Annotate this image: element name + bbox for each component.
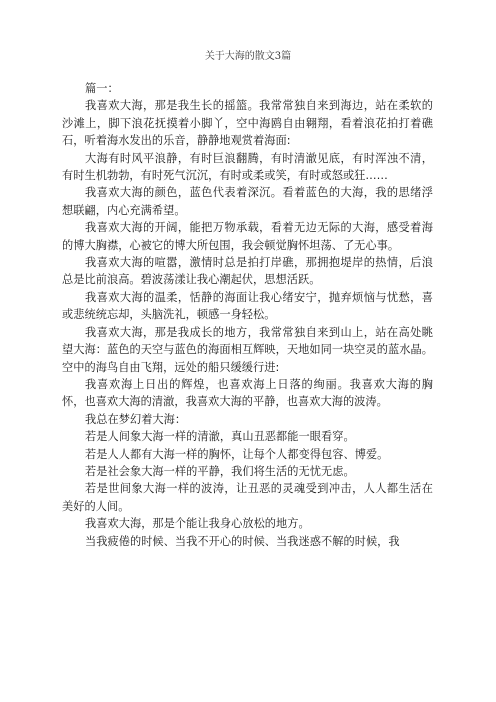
paragraph: 我喜欢大海的温柔，恬静的海面让我心绪安宁，抛弃烦恼与忧愁，喜或悲统统忘却，头脑洗礼，顿感一身轻松。 [62, 290, 433, 322]
paragraph: 我喜欢大海的颜色，蓝色代表着深沉。看着蓝色的大海，我的思绪浮想联翩，内心充满希望。 [62, 186, 433, 217]
paragraph: 我喜欢大海，那是个能让我身心放松的地方。 [85, 517, 310, 531]
paragraph: 若是人间象大海一样的清澈，真山丑恶都能一眼看穿。 [85, 430, 355, 444]
paragraph: 我总在梦幻着大海： [85, 412, 187, 426]
paragraph: 我喜欢大海的开阔，能把万物承载，看着无边无际的大海，感受着海的博大胸襟，心被它的博大所包围，我会顿觉胸怀坦荡、了无心事。 [62, 221, 433, 252]
paragraph: 若是世间象大海一样的波涛，让丑恶的灵魂受到冲击，人人都生活在美好的人间。 [62, 482, 433, 513]
paragraph: 若是社会象大海一样的平静，我们将生活的无忧无虑。 [85, 464, 355, 478]
document-body [62, 80, 433, 550]
paragraph: 我喜欢海上日出的辉煌，也喜欢海上日落的绚丽。我喜欢大海的胸怀，也喜欢大海的清澈，我喜欢大海的平静，也喜欢大海的波涛。 [62, 377, 433, 409]
paragraph: 我喜欢大海的喧嚣，激情时总是拍打岸礁，那拥抱堤岸的热情，后浪总是比前浪高。碧波荡漾让我心潮起伏，思想活跃。 [62, 256, 433, 287]
paragraph: 若是人人都有大海一样的胸怀，让每个人都变得包容、博爱。 [85, 447, 389, 461]
paragraph: 大海有时风平浪静，有时巨浪翻腾，有时清澈见底，有时浑浊不清，有时生机勃勃，有时死气沉沉，有时或柔或笑，有时或怒或狂…… [62, 151, 433, 183]
document-title: 关于大海的散文3篇 [204, 51, 292, 62]
paragraph: 当我疲倦的时候、当我不开心的时候、当我迷惑不解的时候，我 [85, 534, 400, 548]
section-heading: 篇一： [85, 82, 119, 95]
paragraph: 我喜欢大海，那是我成长的地方，我常常独自来到山上，站在高处眺望大海：蓝色的天空与蓝色的海面相互辉映，天地如同一块空灵的蓝水晶。空中的海鸟自由飞翔，远处的船只缓缓行进: [62, 325, 433, 374]
paragraph: 我喜欢大海，那是我生长的摇篮。我常常独自来到海边，站在柔软的沙滩上，脚下浪花抚摸着小脚丫，空中海鸥自由翱翔，看着浪花拍打着礁石，听着海水发出的乐音，静静地观赏着海面: [62, 99, 433, 148]
